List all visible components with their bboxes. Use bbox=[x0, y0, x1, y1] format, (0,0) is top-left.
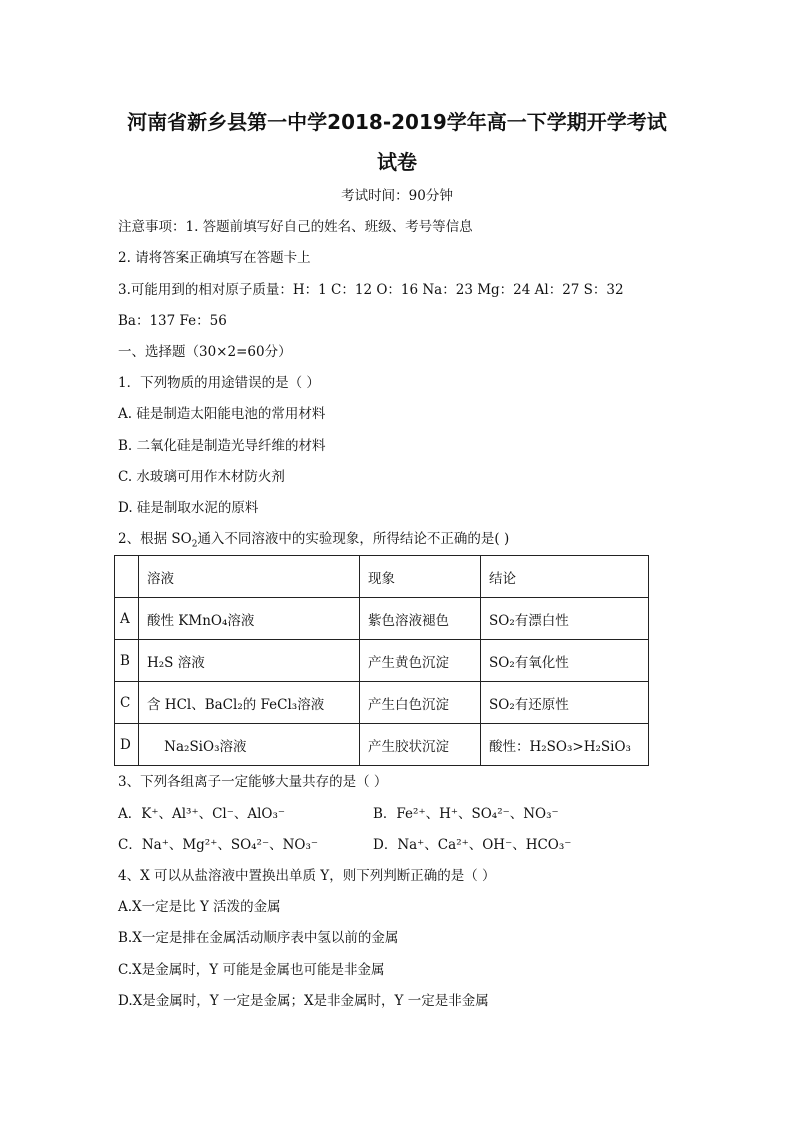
question-2-stem-part2: 通入不同溶液中的实验现象，所得结论不正确的是( ) bbox=[197, 531, 510, 547]
section-heading: 一、选择题（30×2=60分） bbox=[118, 344, 292, 360]
question-2-stem-part1: 2、根据 SO bbox=[118, 531, 192, 547]
row-label: B bbox=[115, 640, 139, 682]
question-4-stem: 4、X 可以从盐溶液中置换出单质 Y，则下列判断正确的是（ ） bbox=[118, 868, 496, 884]
header-cell-conclusion: 结论 bbox=[481, 556, 649, 598]
header-cell-solution: 溶液 bbox=[139, 556, 360, 598]
table-row bbox=[115, 598, 649, 640]
notice-line-3: 3.可能用到的相对原子质量：H：1 C：12 O：16 Na：23 Mg：24 Al：27 S：32 bbox=[118, 282, 624, 298]
exam-title: 河南省新乡县第一中学2018-2019学年高一下学期开学考试 bbox=[127, 110, 667, 134]
notice-line-4: Ba：137 Fe：56 bbox=[118, 313, 227, 329]
exam-title-continued: 试卷 bbox=[377, 150, 417, 174]
question-1-option-d: D. 硅是制取水泥的原料 bbox=[118, 500, 259, 516]
notice-line-2: 2. 请将答案正确填写在答题卡上 bbox=[118, 250, 311, 266]
row-phenomenon: 产生白色沉淀 bbox=[360, 682, 481, 724]
row-label: D bbox=[115, 724, 139, 766]
question-1-option-a: A. 硅是制造太阳能电池的常用材料 bbox=[118, 406, 326, 422]
question-3-option-a: A．K⁺、Al³⁺、Cl⁻、AlO₃⁻ bbox=[118, 806, 286, 822]
row-solution: 酸性 KMnO₄溶液 bbox=[139, 598, 360, 640]
row-phenomenon: 产生黄色沉淀 bbox=[360, 640, 481, 682]
table-row bbox=[115, 640, 649, 682]
question-4-option-d: D.X是金属时，Y 一定是金属；X是非金属时，Y 一定是非金属 bbox=[118, 993, 489, 1009]
question-3-option-c: C．Na⁺、Mg²⁺、SO₄²⁻、NO₃⁻ bbox=[118, 837, 319, 853]
table-row bbox=[115, 682, 649, 724]
row-phenomenon: 产生胶状沉淀 bbox=[360, 724, 481, 766]
exam-time: 考试时间：90分钟 bbox=[341, 188, 453, 204]
notice-line-1: 注意事项：1. 答题前填写好自己的姓名、班级、考号等信息 bbox=[118, 219, 473, 235]
header-cell-phenomenon: 现象 bbox=[360, 556, 481, 598]
row-conclusion: 酸性：H₂SO₃>H₂SiO₃ bbox=[481, 724, 649, 766]
question-2-stem-subscript: 2 bbox=[191, 539, 198, 550]
row-label: A bbox=[115, 598, 139, 640]
question-3-option-d: D．Na⁺、Ca²⁺、OH⁻、HCO₃⁻ bbox=[373, 837, 572, 853]
row-phenomenon: 紫色溶液褪色 bbox=[360, 598, 481, 640]
row-conclusion: SO₂有还原性 bbox=[481, 682, 649, 724]
row-solution: 含 HCl、BaCl₂的 FeCl₃溶液 bbox=[139, 682, 360, 724]
question-1-option-b: B. 二氧化硅是制造光导纤维的材料 bbox=[118, 438, 326, 454]
row-conclusion: SO₂有漂白性 bbox=[481, 598, 649, 640]
question-4-option-c: C.X是金属时，Y 可能是金属也可能是非金属 bbox=[118, 962, 385, 978]
question-4-option-a: A.X一定是比 Y 活泼的金属 bbox=[118, 899, 281, 915]
header-cell-label bbox=[115, 556, 139, 598]
row-conclusion: SO₂有氧化性 bbox=[481, 640, 649, 682]
question-3-option-b: B．Fe²⁺、H⁺、SO₄²⁻、NO₃⁻ bbox=[373, 806, 559, 822]
question-3-stem: 3、下列各组离子一定能够大量共存的是（ ） bbox=[118, 774, 388, 790]
table-header-row bbox=[115, 556, 649, 598]
question-2-stem bbox=[118, 530, 509, 554]
question-1-stem: 1．下列物质的用途错误的是（ ） bbox=[118, 375, 320, 391]
question-1-option-c: C. 水玻璃可用作木材防火剂 bbox=[118, 469, 285, 485]
row-solution: Na₂SiO₃溶液 bbox=[139, 724, 360, 766]
row-solution: H₂S 溶液 bbox=[139, 640, 360, 682]
question-2-table bbox=[114, 555, 649, 766]
row-label: C bbox=[115, 682, 139, 724]
table-row bbox=[115, 724, 649, 766]
question-4-option-b: B.X一定是排在金属活动顺序表中氢以前的金属 bbox=[118, 930, 399, 946]
